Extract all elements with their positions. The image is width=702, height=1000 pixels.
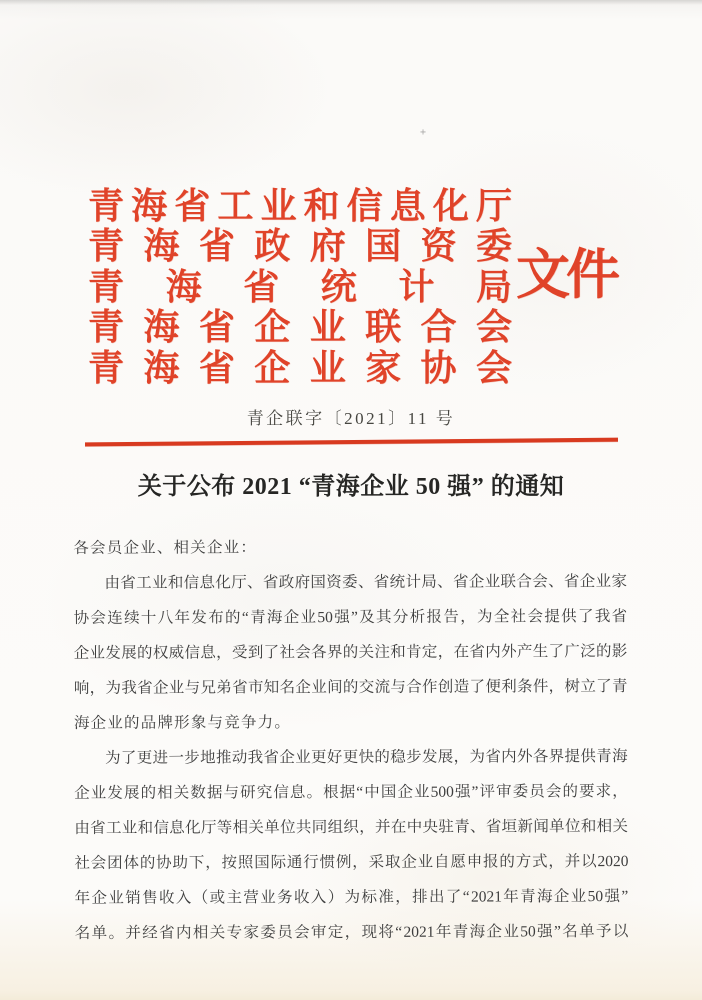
para2-line5: 年 企 业 销 售 收 入 （ 或 主 营 业 务 收 入 ） 为 标 准 ， 排 出 了 “ 2021 年 青 海 企 业 50 强 ” [74, 888, 629, 907]
para2-line4: 社 会 团 体 的 协 助 下 ， 按 照 国 际 通 行 惯 例 ， 采 取 企 业 自 愿 申 报 的 方 式 ， 并 以 2020 [74, 853, 629, 872]
para2-line3: 由 省 工 业 和 信 息 化 厅 等 相 关 单 位 共 同 组 织 ， 并 在 中 央 驻 青 、 省 垣 新 闻 单 位 和 相 关 [74, 818, 629, 837]
doc-reference-number: 青企联字〔2021〕11 号 [246, 409, 456, 428]
doc-body [73, 529, 628, 951]
para1-line2: 协 会 连 续 十 八 年 发 布 的 “ 青 海 企 业 50 强 ” 及 其 分 析 报 告 ， 为 全 社 会 提 供 了 我 省 [73, 608, 628, 627]
para1-line1: 由 省 工 业 和 信 息 化 厅 、 省 政 府 国 资 委 、 省 统 计 局 、 省 企 业 联 合 会 、 省 企 业 家 [104, 573, 627, 592]
para2-line2: 企 业 发 展 的 相 关 数 据 与 研 究 信 息 。 根 据 “ 中 国 企 业 500 强 ” 评 审 委 员 会 的 要 求 ， [74, 783, 628, 802]
scan-top-edge-shadow [0, 0, 702, 5]
para1-line3: 企 业 发 展 的 权 威 信 息 ， 受 到 了 社 会 各 界 的 关 注 和 肯 定 ， 在 省 内 外 产 生 了 广 泛 的 影 [73, 643, 628, 662]
para1-line5: 海企业的品牌形象与竞争力。 [73, 714, 292, 732]
para2-line6: 名 单 。 并 经 省 内 相 关 专 家 委 员 会 审 定 ， 现 将 “ 2021 年 青 海 企 业 50 强 ” 名 单 予 以 [74, 923, 629, 942]
para1-line4: 响 ， 为 我 省 企 业 与 兄 弟 省 市 知 名 企 业 间 的 交 流 与 合 作 创 造 了 便 利 条 件 ， 树 立 了 青 [73, 678, 628, 697]
salutation-line: 各会员企业、相关企业： [73, 539, 258, 557]
org-line-entrepreneurs-association: 青 海 省 企 业 家 协 会 [88, 347, 512, 388]
org-line-enterprise-confederation: 青 海 省 企 业 联 合 会 [88, 307, 512, 348]
org-line-sasac: 青 海 省 政 府 国 资 委 [88, 226, 512, 267]
doc-type-label: 文件 [516, 245, 616, 305]
scan-artifact-mark: + [420, 127, 427, 138]
red-divider-line [85, 438, 618, 447]
org-line-statistics-bureau: 青 海 省 统 计 局 [88, 266, 512, 307]
org-line-industry-it-dept: 青 海 省 工 业 和 信 息 化 厅 [88, 186, 512, 226]
doc-title: 关于公布 2021 “青海企业 50 强” 的通知 [137, 474, 565, 500]
para2-line1: 为 了 更 进 一 步 地 推 动 我 省 企 业 更 好 更 快 的 稳 步 发 展 ， 为 省 内 外 各 界 提 供 青 海 [105, 748, 628, 767]
letterhead-org-block [88, 186, 512, 388]
